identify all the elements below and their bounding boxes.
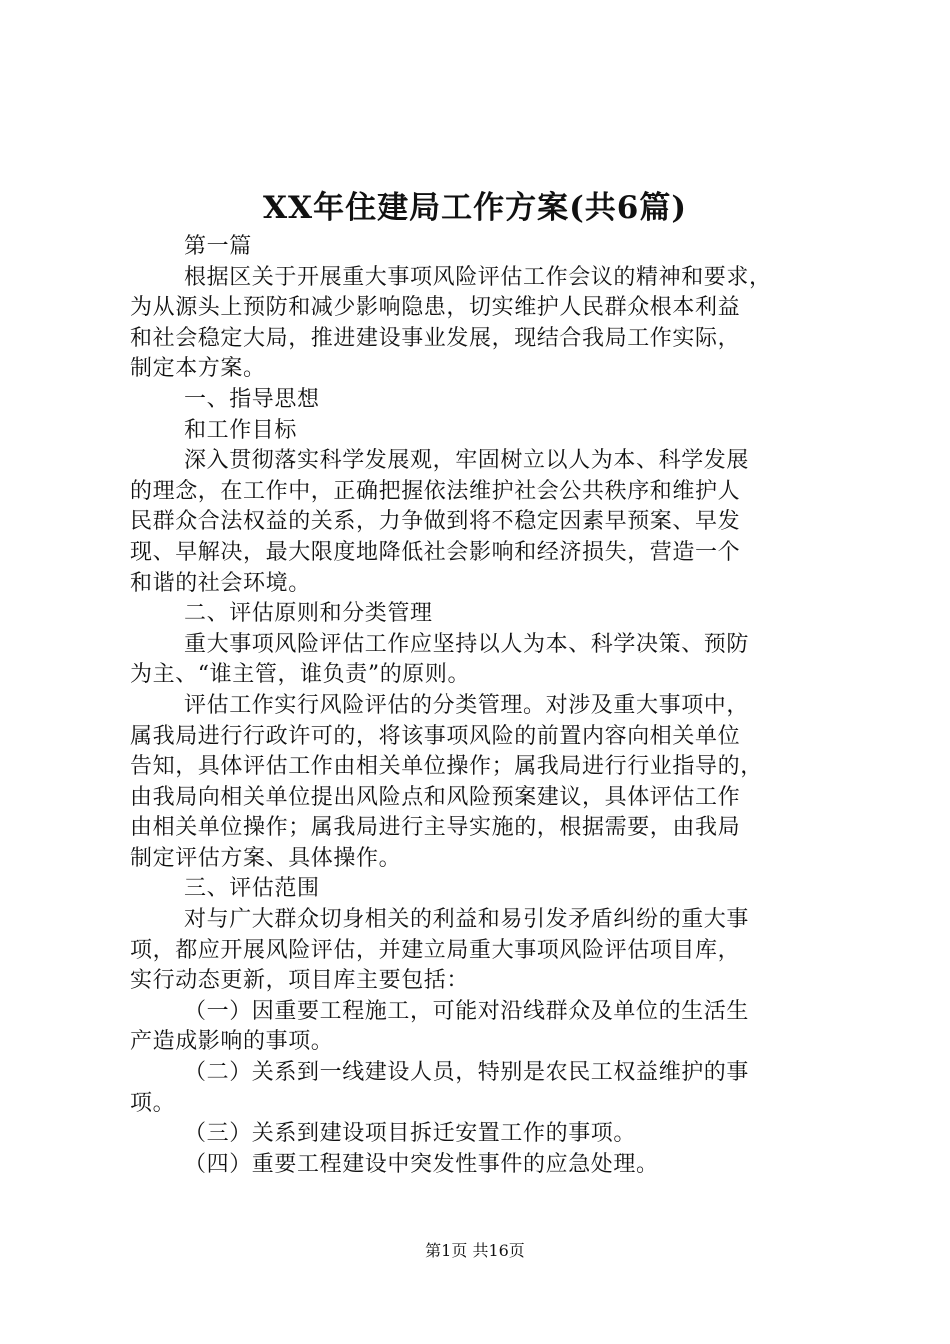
text-line: 和工作目标 (184, 417, 298, 443)
text-line: 项。 (130, 1090, 176, 1116)
text-line: 第一篇 (184, 234, 252, 259)
text-line: 的理念，在工作中，正确把握依法维护社会公共秩序和维护人 (130, 478, 741, 504)
text-line: 二、评估原则和分类管理 (184, 601, 433, 627)
text-line: 制定本方案。 (130, 356, 266, 382)
text-line: （二）关系到一线建设人员，特别是农民工权益维护的事 (184, 1060, 750, 1086)
text-line: 由我局向相关单位提出风险点和风险预案建议，具体评估工作 (130, 784, 741, 810)
text-line: 为从源头上预防和减少影响隐患，切实维护人民群众根本利益 (130, 295, 741, 321)
text-line: 制定评估方案、具体操作。 (130, 845, 402, 871)
text-line: 重大事项风险评估工作应坚持以人为本、科学决策、预防 (184, 631, 750, 657)
document-title: XX年住建局工作方案(共6篇) (262, 190, 687, 226)
text-line: （四）重要工程建设中突发性事件的应急处理。 (184, 1151, 659, 1177)
text-line: 现、早解决，最大限度地降低社会影响和经济损失，营造一个 (130, 539, 741, 565)
text-line: 属我局进行行政许可的，将该事项风险的前置内容向相关单位 (130, 723, 741, 749)
text-line: 由相关单位操作；属我局进行主导实施的，根据需要，由我局 (130, 815, 741, 841)
page-footer: 第1页 共16页 (425, 1241, 525, 1260)
text-line: 项，都应开展风险评估，并建立局重大事项风险评估项目库， (130, 937, 741, 963)
text-line: 告知，具体评估工作由相关单位操作；属我局进行行业指导的， (130, 754, 763, 780)
text-line: （一）因重要工程施工，可能对沿线群众及单位的生活生 (184, 998, 750, 1024)
text-line: 深入贯彻落实科学发展观，牢固树立以人为本、科学发展 (184, 448, 750, 474)
document-body (130, 232, 830, 1180)
text-line: 根据区关于开展重大事项风险评估工作会议的精神和要求， (184, 264, 772, 290)
text-line: 评估工作实行风险评估的分类管理。对涉及重大事项中， (184, 692, 750, 718)
text-line: 民群众合法权益的关系，力争做到将不稳定因素早预案、早发 (130, 509, 741, 535)
text-line: 为主、“谁主管，谁负责”的原则。 (130, 662, 471, 688)
text-line: 实行动态更新，项目库主要包括： (130, 968, 470, 994)
text-line: 产造成影响的事项。 (130, 1029, 334, 1055)
text-line: 和谐的社会环境。 (130, 570, 311, 596)
text-line: 三、评估范围 (184, 876, 320, 902)
text-line: （三）关系到建设项目拆迁安置工作的事项。 (184, 1121, 637, 1147)
text-line: 对与广大群众切身相关的利益和易引发矛盾纠纷的重大事 (184, 907, 750, 933)
text-line: 一、指导思想 (184, 386, 320, 412)
text-line: 和社会稳定大局，推进建设事业发展，现结合我局工作实际， (130, 325, 741, 351)
